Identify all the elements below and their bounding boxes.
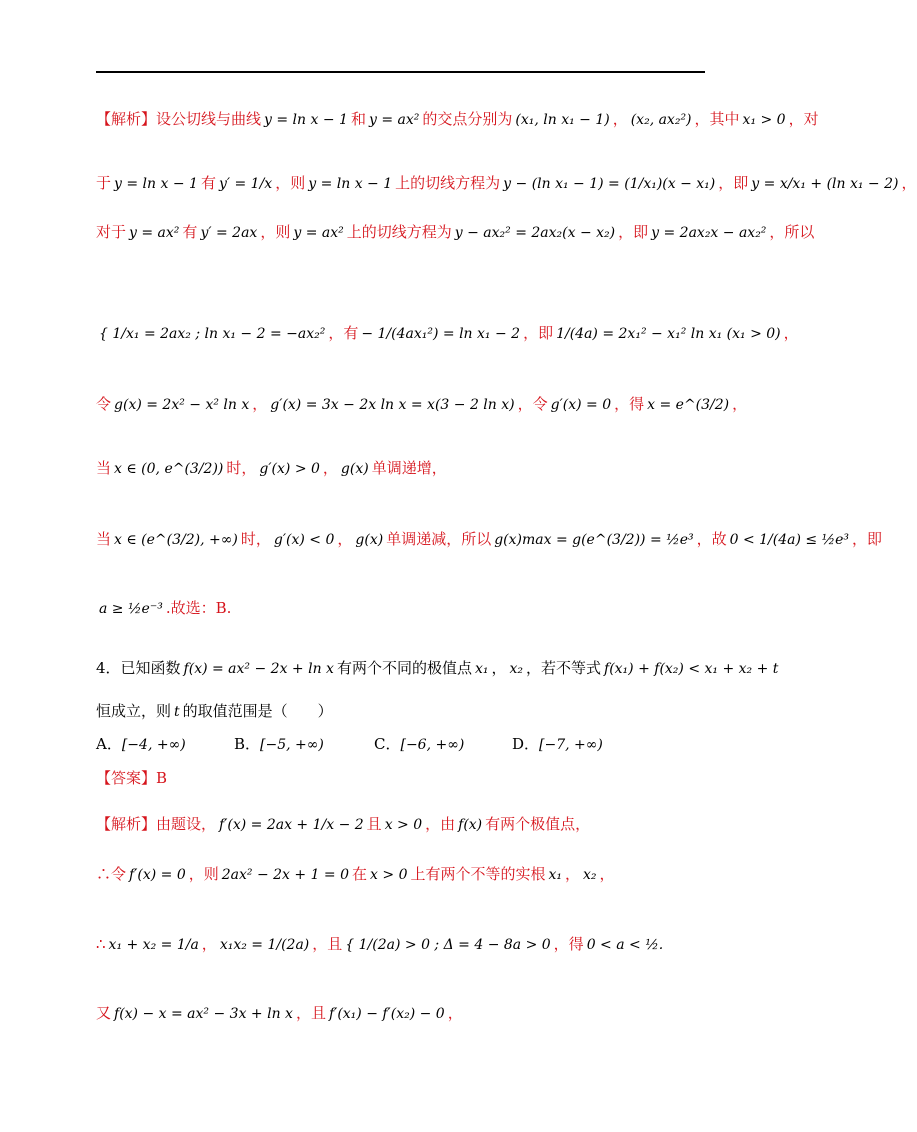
- text-segment: ，: [732, 395, 748, 413]
- text-line: [96, 597, 231, 618]
- math-expression: x₂: [509, 661, 523, 677]
- math-expression: { 1/(2a) > 0 ; Δ = 4 − 8a > 0: [345, 937, 551, 953]
- text-segment: ，: [322, 459, 338, 477]
- math-expression: f′(x) = 2ax + 1/x − 2: [219, 817, 364, 833]
- math-expression: g′(x) = 0: [550, 397, 612, 413]
- text-segment: ，即: [618, 223, 649, 241]
- text-segment: 的取值范围是（ ）: [182, 702, 333, 720]
- math-expression: x > 0: [384, 817, 423, 833]
- math-expression: x ∈ (e^(3/2), +∞): [114, 532, 238, 548]
- math-expression: g′(x) = 3x − 2x ln x = x(3 − 2 ln x): [270, 397, 515, 413]
- answer-option-d: [512, 733, 603, 754]
- text-line: [96, 322, 799, 343]
- text-line: [96, 657, 781, 678]
- math-expression: f(x) − x = ax² − 3x + ln x: [114, 1006, 293, 1022]
- text-segment: 4．已知函数: [96, 659, 181, 677]
- math-expression: y′ = 2ax: [200, 225, 258, 241]
- text-segment: 的交点分别为: [422, 110, 513, 128]
- text-segment: 【答案】B: [96, 769, 168, 787]
- math-expression: y = ln x − 1: [264, 112, 348, 128]
- math-expression: f(x₁) + f(x₂) < x₁ + x₂ + t: [604, 661, 779, 677]
- text-segment: ，: [565, 865, 581, 883]
- text-segment: ，: [599, 865, 615, 883]
- header-rule: [96, 71, 705, 73]
- math-expression: x₁ + x₂ = 1/a: [108, 937, 199, 953]
- math-expression: x₁: [474, 661, 489, 677]
- math-expression: y = ln x − 1: [114, 176, 198, 192]
- text-segment: ，其中: [694, 110, 740, 128]
- math-expression: y′ = 1/x: [218, 176, 273, 192]
- text-segment: ，得: [614, 395, 645, 413]
- math-expression: g(x): [355, 532, 384, 548]
- math-expression: y − ax₂² = 2ax₂(x − x₂): [454, 225, 616, 241]
- text-line: [96, 172, 917, 193]
- math-expression: x₁x₂ = 1/(2a): [219, 937, 310, 953]
- text-segment: 有: [182, 223, 198, 241]
- text-segment: ，: [491, 659, 507, 677]
- text-segment: ，: [612, 110, 628, 128]
- text-line: [96, 813, 590, 834]
- text-segment: 且: [366, 815, 382, 833]
- option-label: D．: [512, 735, 540, 753]
- math-expression: g′(x) > 0: [259, 461, 320, 477]
- text-segment: 单调递减，所以: [386, 530, 492, 548]
- text-segment: ，: [783, 324, 799, 342]
- math-expression: g(x): [340, 461, 369, 477]
- option-value: [−4, +∞): [121, 737, 186, 753]
- text-segment: 和: [350, 110, 366, 128]
- math-expression: 2ax² − 2x + 1 = 0: [221, 867, 350, 883]
- math-expression: x₂: [583, 867, 597, 883]
- option-label: C．: [374, 735, 401, 753]
- text-segment: 时，: [226, 459, 257, 477]
- math-expression: y = ax²: [368, 112, 420, 128]
- math-expression: y = ax²: [129, 225, 180, 241]
- option-value: [−7, +∞): [539, 737, 603, 753]
- math-expression: g(x)max = g(e^(3/2)) = ½e³: [494, 532, 694, 548]
- text-segment: 上的切线方程为: [346, 223, 452, 241]
- text-segment: ，: [901, 174, 917, 192]
- text-segment: ，即: [852, 530, 883, 548]
- text-line: [96, 863, 615, 884]
- option-value: [−6, +∞): [400, 737, 465, 753]
- text-segment: ，则: [260, 223, 291, 241]
- option-value: [−5, +∞): [260, 737, 324, 753]
- text-line: [96, 1002, 463, 1023]
- math-expression: x > 0: [370, 867, 408, 883]
- math-expression: y = ax²: [293, 225, 344, 241]
- text-segment: 对于: [96, 223, 127, 241]
- text-segment: 上有两个不等的实根: [410, 865, 546, 883]
- text-segment: ，故: [696, 530, 727, 548]
- option-label: B．: [234, 735, 261, 753]
- math-expression: x = e^(3/2): [647, 397, 730, 413]
- text-line: [96, 700, 333, 721]
- text-segment: 又: [96, 1004, 112, 1022]
- text-segment: ，所以: [769, 223, 815, 241]
- text-segment: ，若不等式: [526, 659, 602, 677]
- text-segment: 有: [200, 174, 216, 192]
- math-expression: 0 < 1/(4a) ≤ ½e³: [729, 532, 850, 548]
- answer-option-b: [234, 733, 324, 754]
- text-segment: 单调递增，: [371, 459, 447, 477]
- text-segment: 时，: [240, 530, 271, 548]
- text-segment: .故选：B.: [165, 599, 232, 617]
- text-segment: ，: [337, 530, 353, 548]
- text-segment: 当: [96, 459, 112, 477]
- text-line: [96, 933, 666, 954]
- text-segment: ，则: [275, 174, 306, 192]
- math-expression: x₁: [548, 867, 563, 883]
- math-expression: a ≥ ½e⁻³: [99, 601, 163, 617]
- text-line: [96, 108, 819, 129]
- text-segment: ，且: [312, 935, 343, 953]
- text-segment: 【解析】由题设，: [96, 815, 217, 833]
- text-segment: ，: [252, 395, 268, 413]
- answer-option-a: [96, 733, 186, 754]
- text-segment: ，得: [553, 935, 584, 953]
- answer-option-c: [374, 733, 464, 754]
- text-segment: ，: [447, 1004, 463, 1022]
- text-segment: ，则: [188, 865, 219, 883]
- text-line: [96, 393, 747, 414]
- text-segment: ，有: [328, 324, 359, 342]
- math-expression: 0 < a < ½.: [586, 937, 664, 953]
- text-segment: ∴令: [96, 865, 127, 883]
- math-expression: { 1/x₁ = 2ax₂ ; ln x₁ − 2 = −ax₂²: [99, 326, 326, 342]
- math-expression: y = ln x − 1: [308, 176, 393, 192]
- math-expression: (x₂, ax₂²): [630, 112, 692, 128]
- math-expression: x₁ > 0: [742, 112, 786, 128]
- math-expression: f′(x₁) − f′(x₂) − 0: [328, 1006, 445, 1022]
- math-expression: 1/(4a) = 2x₁² − x₁² ln x₁ (x₁ > 0): [556, 326, 781, 342]
- math-expression: x ∈ (0, e^(3/2)): [114, 461, 224, 477]
- text-segment: ，且: [295, 1004, 326, 1022]
- text-segment: ，令: [517, 395, 548, 413]
- math-expression: (x₁, ln x₁ − 1): [515, 112, 610, 128]
- math-expression: f(x) = ax² − 2x + ln x: [183, 661, 334, 677]
- text-segment: ，即: [718, 174, 749, 192]
- text-segment: 当: [96, 530, 112, 548]
- text-segment: 【解析】设公切线与曲线: [96, 110, 262, 128]
- math-expression: g′(x) < 0: [273, 532, 335, 548]
- math-expression: y − (ln x₁ − 1) = (1/x₁)(x − x₁): [503, 176, 716, 192]
- text-segment: ∴: [96, 935, 106, 953]
- text-segment: ，由: [425, 815, 456, 833]
- text-line: [96, 221, 814, 242]
- math-expression: t: [174, 704, 180, 720]
- option-label: A．: [96, 735, 122, 753]
- text-segment: ，对: [788, 110, 819, 128]
- math-expression: f(x): [458, 817, 483, 833]
- text-segment: 有两个不同的极值点: [336, 659, 472, 677]
- text-segment: 于: [96, 174, 112, 192]
- math-expression: f′(x) = 0: [129, 867, 186, 883]
- text-segment: 有两个极值点，: [485, 815, 591, 833]
- text-segment: 上的切线方程为: [395, 174, 501, 192]
- text-segment: 令: [96, 395, 112, 413]
- math-expression: g(x) = 2x² − x² ln x: [114, 397, 250, 413]
- text-segment: ，即: [523, 324, 554, 342]
- text-line: [96, 767, 167, 788]
- math-expression: y = x/x₁ + (ln x₁ − 2): [751, 176, 899, 192]
- text-segment: ，: [201, 935, 217, 953]
- math-expression: − 1/(4ax₁²) = ln x₁ − 2: [361, 326, 521, 342]
- math-expression: y = 2ax₂x − ax₂²: [651, 225, 767, 241]
- text-segment: 在: [352, 865, 368, 883]
- text-line: [96, 457, 447, 478]
- text-segment: 恒成立，则: [96, 702, 172, 720]
- text-line: [96, 528, 882, 549]
